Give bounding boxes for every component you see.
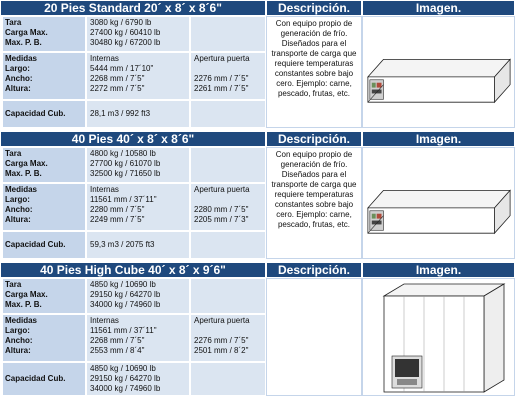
label-ancho: Ancho: (5, 336, 33, 345)
value-altura_int: 2249 mm / 7´5" (90, 215, 145, 224)
label-largo: Largo: (5, 326, 30, 335)
door-opening-dimensions (190, 314, 266, 362)
label-tara: Tara (5, 18, 22, 27)
spacer (194, 64, 262, 74)
value-largo_int: 11561 mm / 37´11" (90, 326, 157, 335)
column-header-description: Descripción. (266, 262, 362, 278)
column-header-image: Imagen. (362, 131, 515, 147)
value-maxpb: 30480 kg / 67200 lb (90, 38, 161, 47)
container-image (362, 278, 515, 396)
weight-labels (2, 278, 86, 314)
value-capacidad: 4850 kg / 10690 lb 29150 kg / 64270 lb 34000 kg / 74960 lb (90, 364, 161, 393)
capacity-value (86, 100, 190, 128)
label-capacidad: Capacidad Cub. (5, 240, 66, 249)
value-tara: 3080 kg / 6790 lb (90, 18, 152, 27)
capacity-label (2, 231, 86, 259)
label-largo: Largo: (5, 195, 30, 204)
value-carga: 27700 kg / 61070 lb (90, 159, 161, 168)
weight-values (86, 147, 190, 183)
internal-dimensions (86, 183, 190, 231)
weight-labels (2, 147, 86, 183)
label-medidas: Medidas (5, 185, 38, 194)
reefer-container-illustration (364, 276, 514, 398)
value-ancho_ap: 2276 mm / 7´5" (194, 74, 249, 83)
dimension-labels (2, 52, 86, 100)
label-carga: Carga Max. (5, 290, 48, 299)
label-carga: Carga Max. (5, 28, 48, 37)
value-ancho_ap: 2276 mm / 7´5" (194, 336, 249, 345)
value-apertura: Apertura puerta (194, 185, 250, 194)
value-ancho_int: 2268 mm / 7´5" (90, 74, 145, 83)
value-altura_ap: 2261 mm / 7´5" (194, 84, 249, 93)
internal-dimensions (86, 52, 190, 100)
value-altura_int: 2272 mm / 7´5" (90, 84, 145, 93)
dimension-labels (2, 183, 86, 231)
column-header-image: Imagen. (362, 262, 515, 278)
capacity-value (86, 362, 190, 396)
value-carga: 29150 kg / 64270 lb (90, 290, 161, 299)
weight-labels (2, 16, 86, 52)
label-maxpb: Max. P. B. (5, 169, 42, 178)
reefer-container-illustration (364, 168, 514, 238)
container-image (362, 147, 515, 259)
value-maxpb: 32500 kg / 71650 lb (90, 169, 161, 178)
blank-cell (190, 278, 266, 314)
description-text: Con equipo propio de generación de frío. Diseñados para el transporte de carga que requiere temperaturas constantes sobre bajo cero. Ejemplo: carne, pescado, frutas, etc. (266, 16, 362, 128)
door-opening-dimensions (190, 183, 266, 231)
value-tara: 4800 kg / 10580 lb (90, 149, 156, 158)
label-ancho: Ancho: (5, 74, 33, 83)
column-header-description: Descripción. (266, 131, 362, 147)
value-maxpb: 34000 kg / 74960 lb (90, 300, 161, 309)
capacity-label (2, 362, 86, 396)
weight-values (86, 278, 190, 314)
weight-values (86, 16, 190, 52)
capacity-label (2, 100, 86, 128)
label-altura: Altura: (5, 215, 31, 224)
label-capacidad: Capacidad Cub. (5, 374, 66, 383)
dimension-labels (2, 314, 86, 362)
label-maxpb: Max. P. B. (5, 300, 42, 309)
capacity-value (86, 231, 190, 259)
value-carga: 27400 kg / 60410 lb (90, 28, 161, 37)
label-carga: Carga Max. (5, 159, 48, 168)
value-internas: Internas (90, 185, 119, 194)
label-ancho: Ancho: (5, 205, 33, 214)
value-largo_int: 5444 mm / 17´10" (90, 64, 154, 73)
label-capacidad: Capacidad Cub. (5, 109, 66, 118)
label-medidas: Medidas (5, 316, 38, 325)
value-ancho_int: 2268 mm / 7´5" (90, 336, 145, 345)
value-altura_ap: 2501 mm / 8´2" (194, 346, 249, 355)
value-tara: 4850 kg / 10690 lb (90, 280, 156, 289)
blank-cell (190, 231, 266, 259)
reefer-container-illustration (364, 37, 514, 107)
value-altura_ap: 2205 mm / 7´3" (194, 215, 249, 224)
value-internas: Internas (90, 54, 119, 63)
internal-dimensions (86, 314, 190, 362)
value-largo_int: 11561 mm / 37´11" (90, 195, 157, 204)
value-capacidad: 28,1 m3 / 992 ft3 (90, 109, 151, 118)
blank-cell (190, 362, 266, 396)
section-title: 20 Pies Standard 20´ x 8´ x 8´6" (0, 0, 266, 16)
description-text (266, 278, 362, 396)
section-title: 40 Pies 40´ x 8´ x 8´6" (0, 131, 266, 147)
label-tara: Tara (5, 280, 22, 289)
spacer (194, 326, 262, 336)
door-opening-dimensions (190, 52, 266, 100)
value-altura_int: 2553 mm / 8´4" (90, 346, 145, 355)
label-medidas: Medidas (5, 54, 38, 63)
value-apertura: Apertura puerta (194, 54, 250, 63)
container-image (362, 16, 515, 128)
value-ancho_int: 2280 mm / 7´5" (90, 205, 145, 214)
section-title: 40 Pies High Cube 40´ x 8´ x 9´6" (0, 262, 266, 278)
column-header-image: Imagen. (362, 0, 515, 16)
spacer (194, 195, 262, 205)
description-text: Con equipo propio de generación de frío. Diseñados para el transporte de carga que requiere temperaturas constantes sobre bajo cero. Ejemplo: carne, pescado, frutas, etc. (266, 147, 362, 259)
blank-cell (190, 16, 266, 52)
label-altura: Altura: (5, 346, 31, 355)
label-maxpb: Max. P. B. (5, 38, 42, 47)
value-internas: Internas (90, 316, 119, 325)
label-altura: Altura: (5, 84, 31, 93)
value-capacidad: 59,3 m3 / 2075 ft3 (90, 240, 155, 249)
column-header-description: Descripción. (266, 0, 362, 16)
blank-cell (190, 147, 266, 183)
label-tara: Tara (5, 149, 22, 158)
value-ancho_ap: 2280 mm / 7´5" (194, 205, 249, 214)
blank-cell (190, 100, 266, 128)
label-largo: Largo: (5, 64, 30, 73)
value-apertura: Apertura puerta (194, 316, 250, 325)
